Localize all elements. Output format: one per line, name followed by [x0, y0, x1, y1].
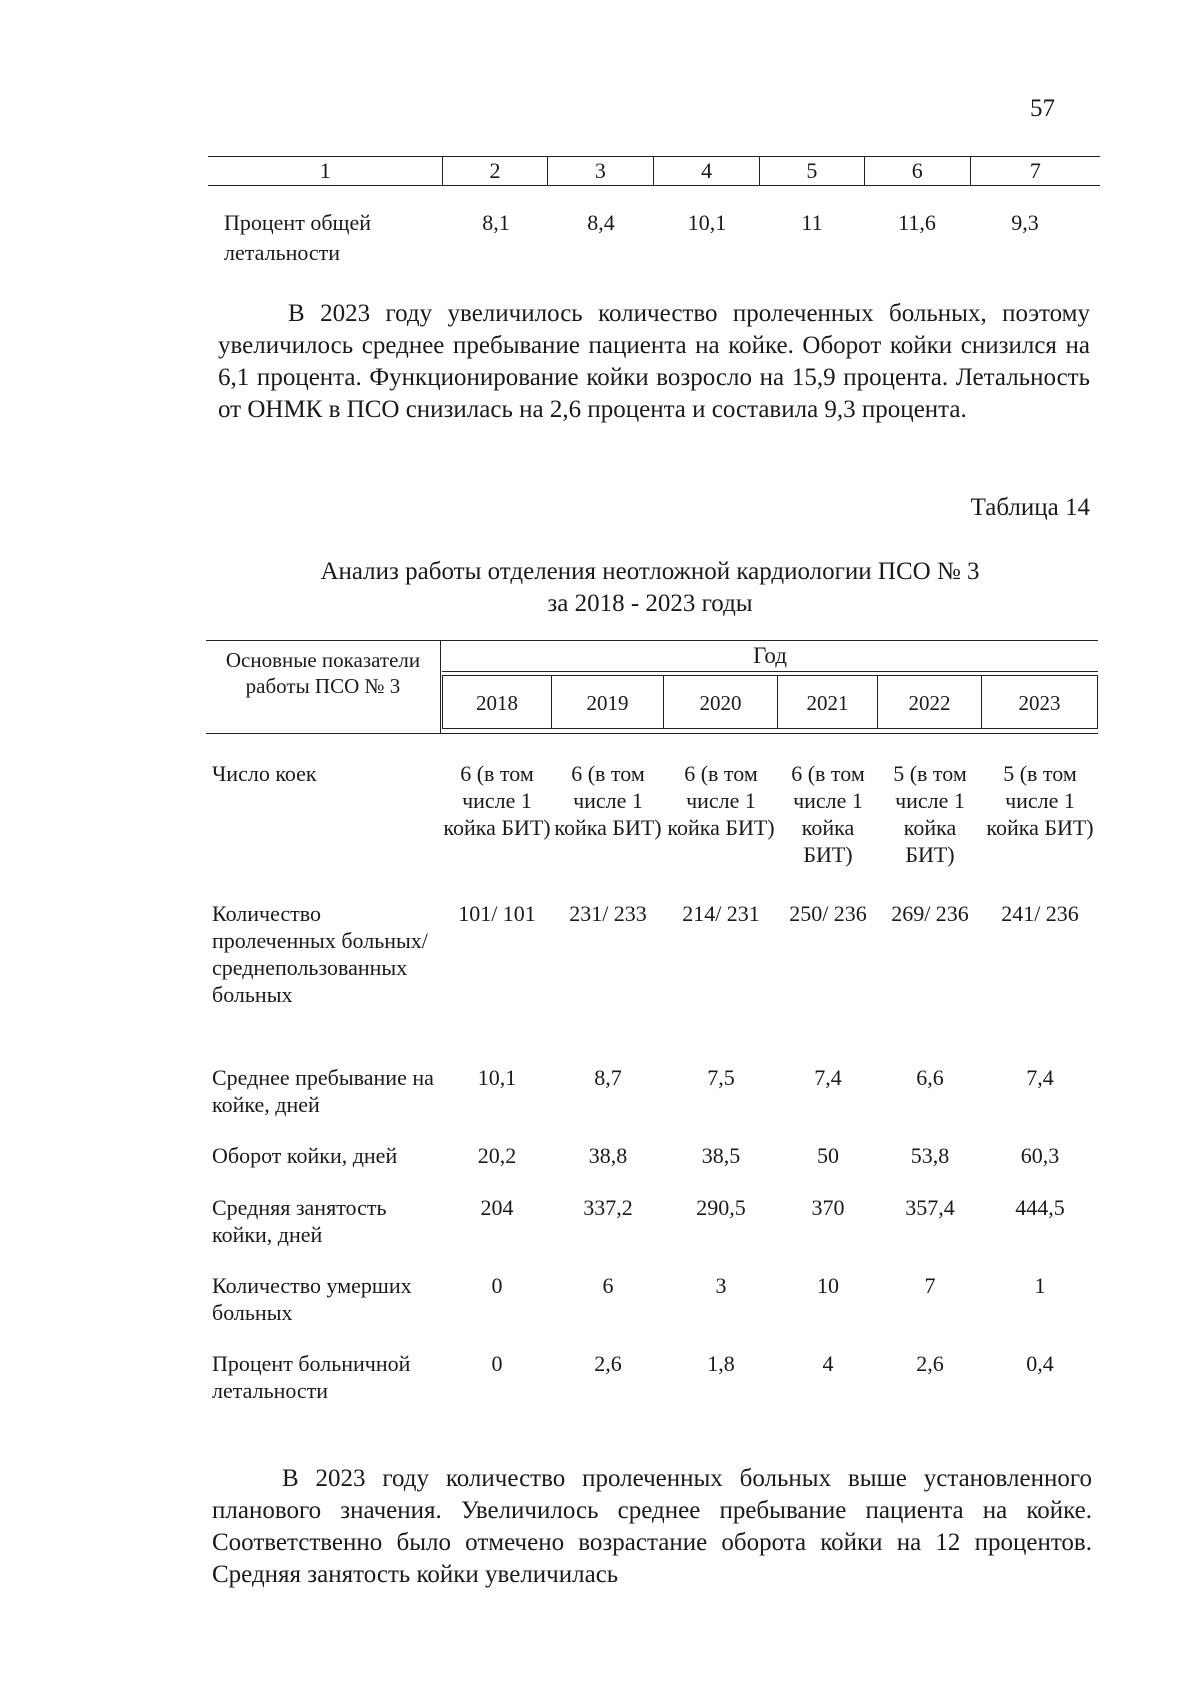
- cell: 53,8: [910, 1143, 950, 1168]
- cell: 8,1: [482, 210, 510, 235]
- cell: 11: [801, 210, 823, 235]
- cell: 7,4: [814, 1065, 842, 1090]
- table-row: [206, 1194, 1098, 1248]
- cell: 370: [811, 1195, 845, 1220]
- cell: 241/ 236: [1001, 901, 1079, 926]
- table-row: [206, 1350, 1098, 1404]
- header-years: [442, 675, 1098, 729]
- cell: 269/ 236: [891, 901, 969, 926]
- cell: 6 (в том числе 1 койка БИТ): [791, 761, 865, 867]
- cell: 5 (в том числе 1 койка БИТ): [893, 761, 967, 867]
- cell: 0,4: [1026, 1351, 1054, 1376]
- cell: 4: [822, 1351, 834, 1376]
- cell: 214/ 231: [682, 901, 760, 926]
- table-row: [206, 900, 1098, 1008]
- analysis-table: [206, 640, 1098, 1403]
- col-header: 3: [548, 157, 654, 185]
- cell: 3: [715, 1273, 727, 1298]
- table-row: [206, 1142, 1098, 1169]
- continuation-table-row: [208, 208, 1100, 268]
- row-label: Процент больничной летальности: [212, 1351, 411, 1403]
- continuation-table-header: [208, 156, 1100, 186]
- cell: 9,3: [1011, 210, 1039, 235]
- table-label: Таблица 14: [970, 494, 1090, 521]
- col-header: 7: [1029, 158, 1041, 183]
- cell: 357,4: [905, 1195, 955, 1220]
- cell: 5 (в том числе 1 койка БИТ): [986, 761, 1094, 840]
- table-title-years: за 2018 - 2023 годы: [547, 590, 753, 617]
- cell: 2,6: [916, 1351, 944, 1376]
- table-header: [206, 640, 1098, 734]
- cell: 290,5: [696, 1195, 746, 1220]
- paragraph: В 2023 году увеличилось количество пролеченных больных, поэтому увеличилось среднее пребывание пациента на койке. Оборот койки снизился на 6,1 процента. Функционирование койки возросло на 15,9 процента. Летальность от ОНМК в ПСО снизилась на 2,6 процента и составила 9,3 процента.: [218, 300, 1090, 423]
- cell: 7,4: [1026, 1065, 1054, 1090]
- table-row: [206, 760, 1098, 868]
- cell: 0: [491, 1351, 503, 1376]
- col-header: 6: [865, 157, 971, 185]
- col-header: 1: [208, 157, 443, 185]
- table-row: [206, 1064, 1098, 1118]
- cell: 38,5: [701, 1143, 741, 1168]
- cell: 38,8: [588, 1143, 628, 1168]
- cell: 6 (в том числе 1 койка БИТ): [554, 761, 662, 840]
- table-title: Анализ работы отделения неотложной кардиологии ПСО № 3: [320, 558, 980, 585]
- year-header: 2022: [878, 675, 982, 729]
- cell: 10,1: [687, 210, 727, 235]
- cell: 60,3: [1020, 1143, 1060, 1168]
- year-header: 2018: [442, 675, 552, 729]
- cell: 6: [602, 1273, 614, 1298]
- year-header: 2023: [982, 675, 1098, 729]
- cell: 1: [1034, 1273, 1046, 1298]
- row-label: Количество умерших больных: [212, 1273, 412, 1325]
- cell: 6 (в том числе 1 койка БИТ): [667, 761, 775, 840]
- cell: 2,6: [594, 1351, 622, 1376]
- cell: 204: [480, 1195, 514, 1220]
- col-header: 2: [443, 157, 547, 185]
- table-row: [206, 1272, 1098, 1326]
- cell: 11,6: [898, 210, 936, 235]
- paragraph: В 2023 году количество пролеченных больных выше установленного планового значения. Увеличилось среднее пребывание пациента на койке. Соответственно было отмечено возрастание оборота койки на 12 процентов. Средняя занятость койки увеличилась: [212, 1465, 1092, 1588]
- row-label: Процент общей летальности: [224, 210, 371, 265]
- cell: 6,6: [916, 1065, 944, 1090]
- year-header: 2020: [664, 675, 778, 729]
- cell: 50: [817, 1143, 839, 1168]
- row-label: Средняя занятость койки, дней: [212, 1195, 387, 1247]
- cell: 101/ 101: [458, 901, 536, 926]
- row-label: Количество пролеченных больных/ среднепользованных больных: [212, 901, 428, 1007]
- year-header: 2019: [552, 675, 664, 729]
- cell: 10: [817, 1273, 839, 1298]
- row-label: Число коек: [212, 761, 317, 786]
- cell: 7: [924, 1273, 936, 1298]
- cell: 10,1: [477, 1065, 517, 1090]
- cell: 250/ 236: [789, 901, 867, 926]
- cell: 7,5: [707, 1065, 735, 1090]
- cell: 444,5: [1015, 1195, 1065, 1220]
- cell: 8,4: [587, 210, 615, 235]
- col-header: 4: [654, 157, 760, 185]
- cell: 0: [491, 1273, 503, 1298]
- cell: 6 (в том числе 1 койка БИТ): [443, 761, 551, 840]
- header-indicators: Основные показатели работы ПСО № 3: [206, 641, 441, 733]
- cell: 337,2: [583, 1195, 633, 1220]
- row-label: Среднее пребывание на койке, дней: [212, 1065, 434, 1117]
- cell: 20,2: [477, 1143, 517, 1168]
- year-header: 2021: [778, 675, 878, 729]
- page-number: 57: [1030, 95, 1055, 122]
- cell: 8,7: [594, 1065, 622, 1090]
- header-year: Год: [442, 641, 1098, 672]
- cell: 1,8: [707, 1351, 735, 1376]
- col-header: 5: [760, 157, 864, 185]
- cell: 231/ 233: [569, 901, 647, 926]
- row-label: Оборот койки, дней: [212, 1143, 398, 1168]
